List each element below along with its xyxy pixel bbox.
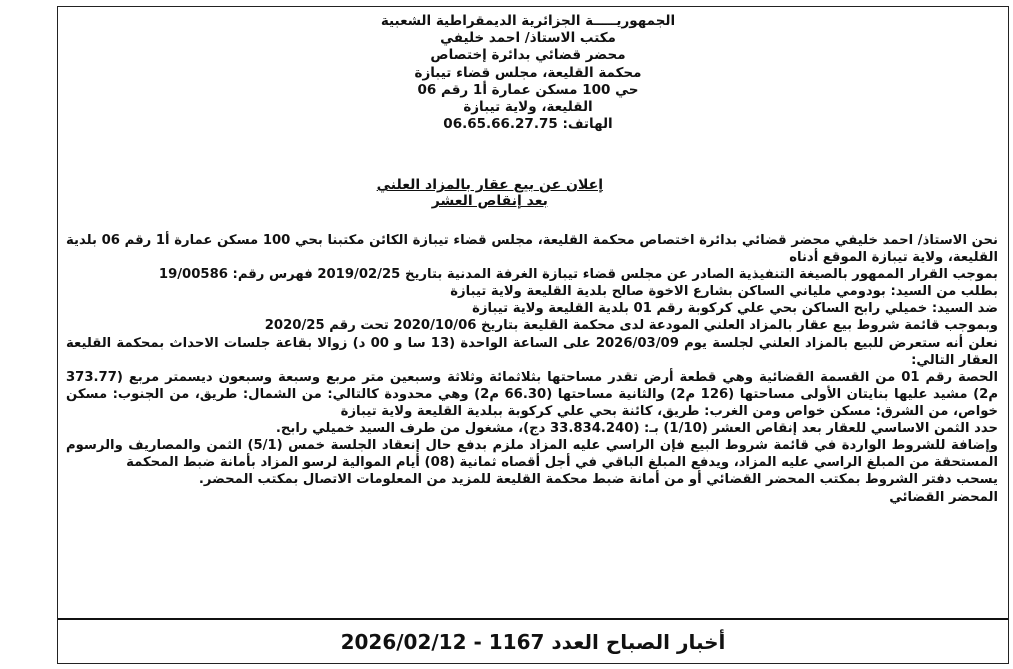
newspaper-footer [58,618,1008,663]
signature-label: المحضر القضائي [889,490,998,506]
notice-title [377,177,603,209]
paragraph-conditions-list: وبموجب قائمة شروط بيع عقار بالمزاد العلني المودعة لدى محكمة القليعة بتاريخ 2020/10/06 تحت رقم 2020/25 [264,318,998,334]
paragraph-info: يسحب دفتر الشروط بمكتب المحضر القضائي أو من أمانة ضبط محكمة القليعة للمزيد من المعلومات الاتصال بمكتب المحضر. [198,472,998,488]
paragraph-base-price: حدد الثمن الاساسي للعقار بعد إنقاص العشر (1/10) بـ: (33.834.240 دج)، مشغول من طرف السيد خميلي رابح. [275,421,998,437]
footer-issue-text: أخبار الصباح العدد 1167 - 2026/02/12 [340,629,726,654]
paragraph-plaintiff: بطلب من السيد: بودومي ملياني الساكن بشارع الاخوة صالح بلدية القليعة ولاية تيبازة [450,284,998,300]
notice-title-sub: بعد إنقاص العشر [431,193,548,209]
notice-body [66,232,998,506]
paragraph-payment-terms: وإضافة للشروط الواردة في قائمة شروط البيع فإن الراسي عليه المزاد ملزم بدفع حال إنعقاد الجلسة خمس (5/1) الثمن والمصاريف والرسوم المستحقة من المبلغ الراسي عليه المزاد، ويدفع المبلغ الباقي في أجل أقصاه ثمانية (08) أيام الموالية لرسو المزاد بأمانة ضبط المحكمة [66,438,998,471]
notice-frame [57,6,1009,664]
notice-title-main: إعلان عن بيع عقار بالمزاد العلني [376,177,603,193]
header-line-role: محضر قضائي بدائرة إختصاص [430,47,626,64]
paragraph-defendant: ضد السيد: خميلي رابح الساكن بحي علي كركوبة رقم 01 بلدية القليعة ولاية تيبازة [472,301,998,317]
header-line-phone: الهاتف: 06.65.66.27.75 [443,116,613,133]
paragraph-decision: بموجب القرار الممهور بالصيغة التنفيذية الصادر عن مجلس قضاء تيبازة الغرفة المدنية بتاريخ 2019/02/25 فهرس رقم: 19/00586 [158,267,998,283]
header-line-republic: الجمهوريـــــة الجزائرية الديمقراطية الشعبية [380,13,676,29]
paragraph-property: الحصة رقم 01 من القسمة القضائية وهي قطعة أرض تقدر مساحتها بثلاثمائة وثلاثة وسبعين متر مربع وسبعة وسبعون ديسمتر مربع (373.77 م2) مشيد عليها بنايتان الأولى مساحتها (126 م2) والثانية مساحتها (66.30 م2) وهي محدودة كالتالي: من الشمال: طريق، من الجنوب: مسكن خواص، من الشرق: مسكن خواص ومن الغرب: طريق، كائنة بحي علي كركوبة ببلدية القليعة ولاية تيبازة [66,369,999,419]
paragraph-auction-date: نعلن أنه ستعرض للبيع بالمزاد العلني لجلسة يوم 2026/03/09 على الساعة الواحدة (13 سا و 00 د) زوالا بقاعة جلسات الاحداث بمحكمة القليعة العقار التالي: [66,335,998,368]
header-line-office: مكتب الاستاذ/ احمد خليفي [440,30,616,47]
paragraph-bailiff: نحن الاستاذ/ احمد خليفي محضر قضائي بدائرة اختصاص محكمة القليعة، مجلس قضاء تيبازة الكائن مكتبنا بحي 100 مسكن عمارة أ1 رقم 06 بلدية القليعة، ولاية تيبازة الموقع أدناه [66,233,999,266]
notice-document [58,7,1008,619]
header-line-address: حي 100 مسكن عمارة أ1 رقم 06 [417,81,639,98]
header-line-court: محكمة القليعة، مجلس قضاء تيبازة [414,64,642,81]
header-line-city: القليعة، ولاية تيبازة [463,99,593,116]
office-header [338,13,718,133]
